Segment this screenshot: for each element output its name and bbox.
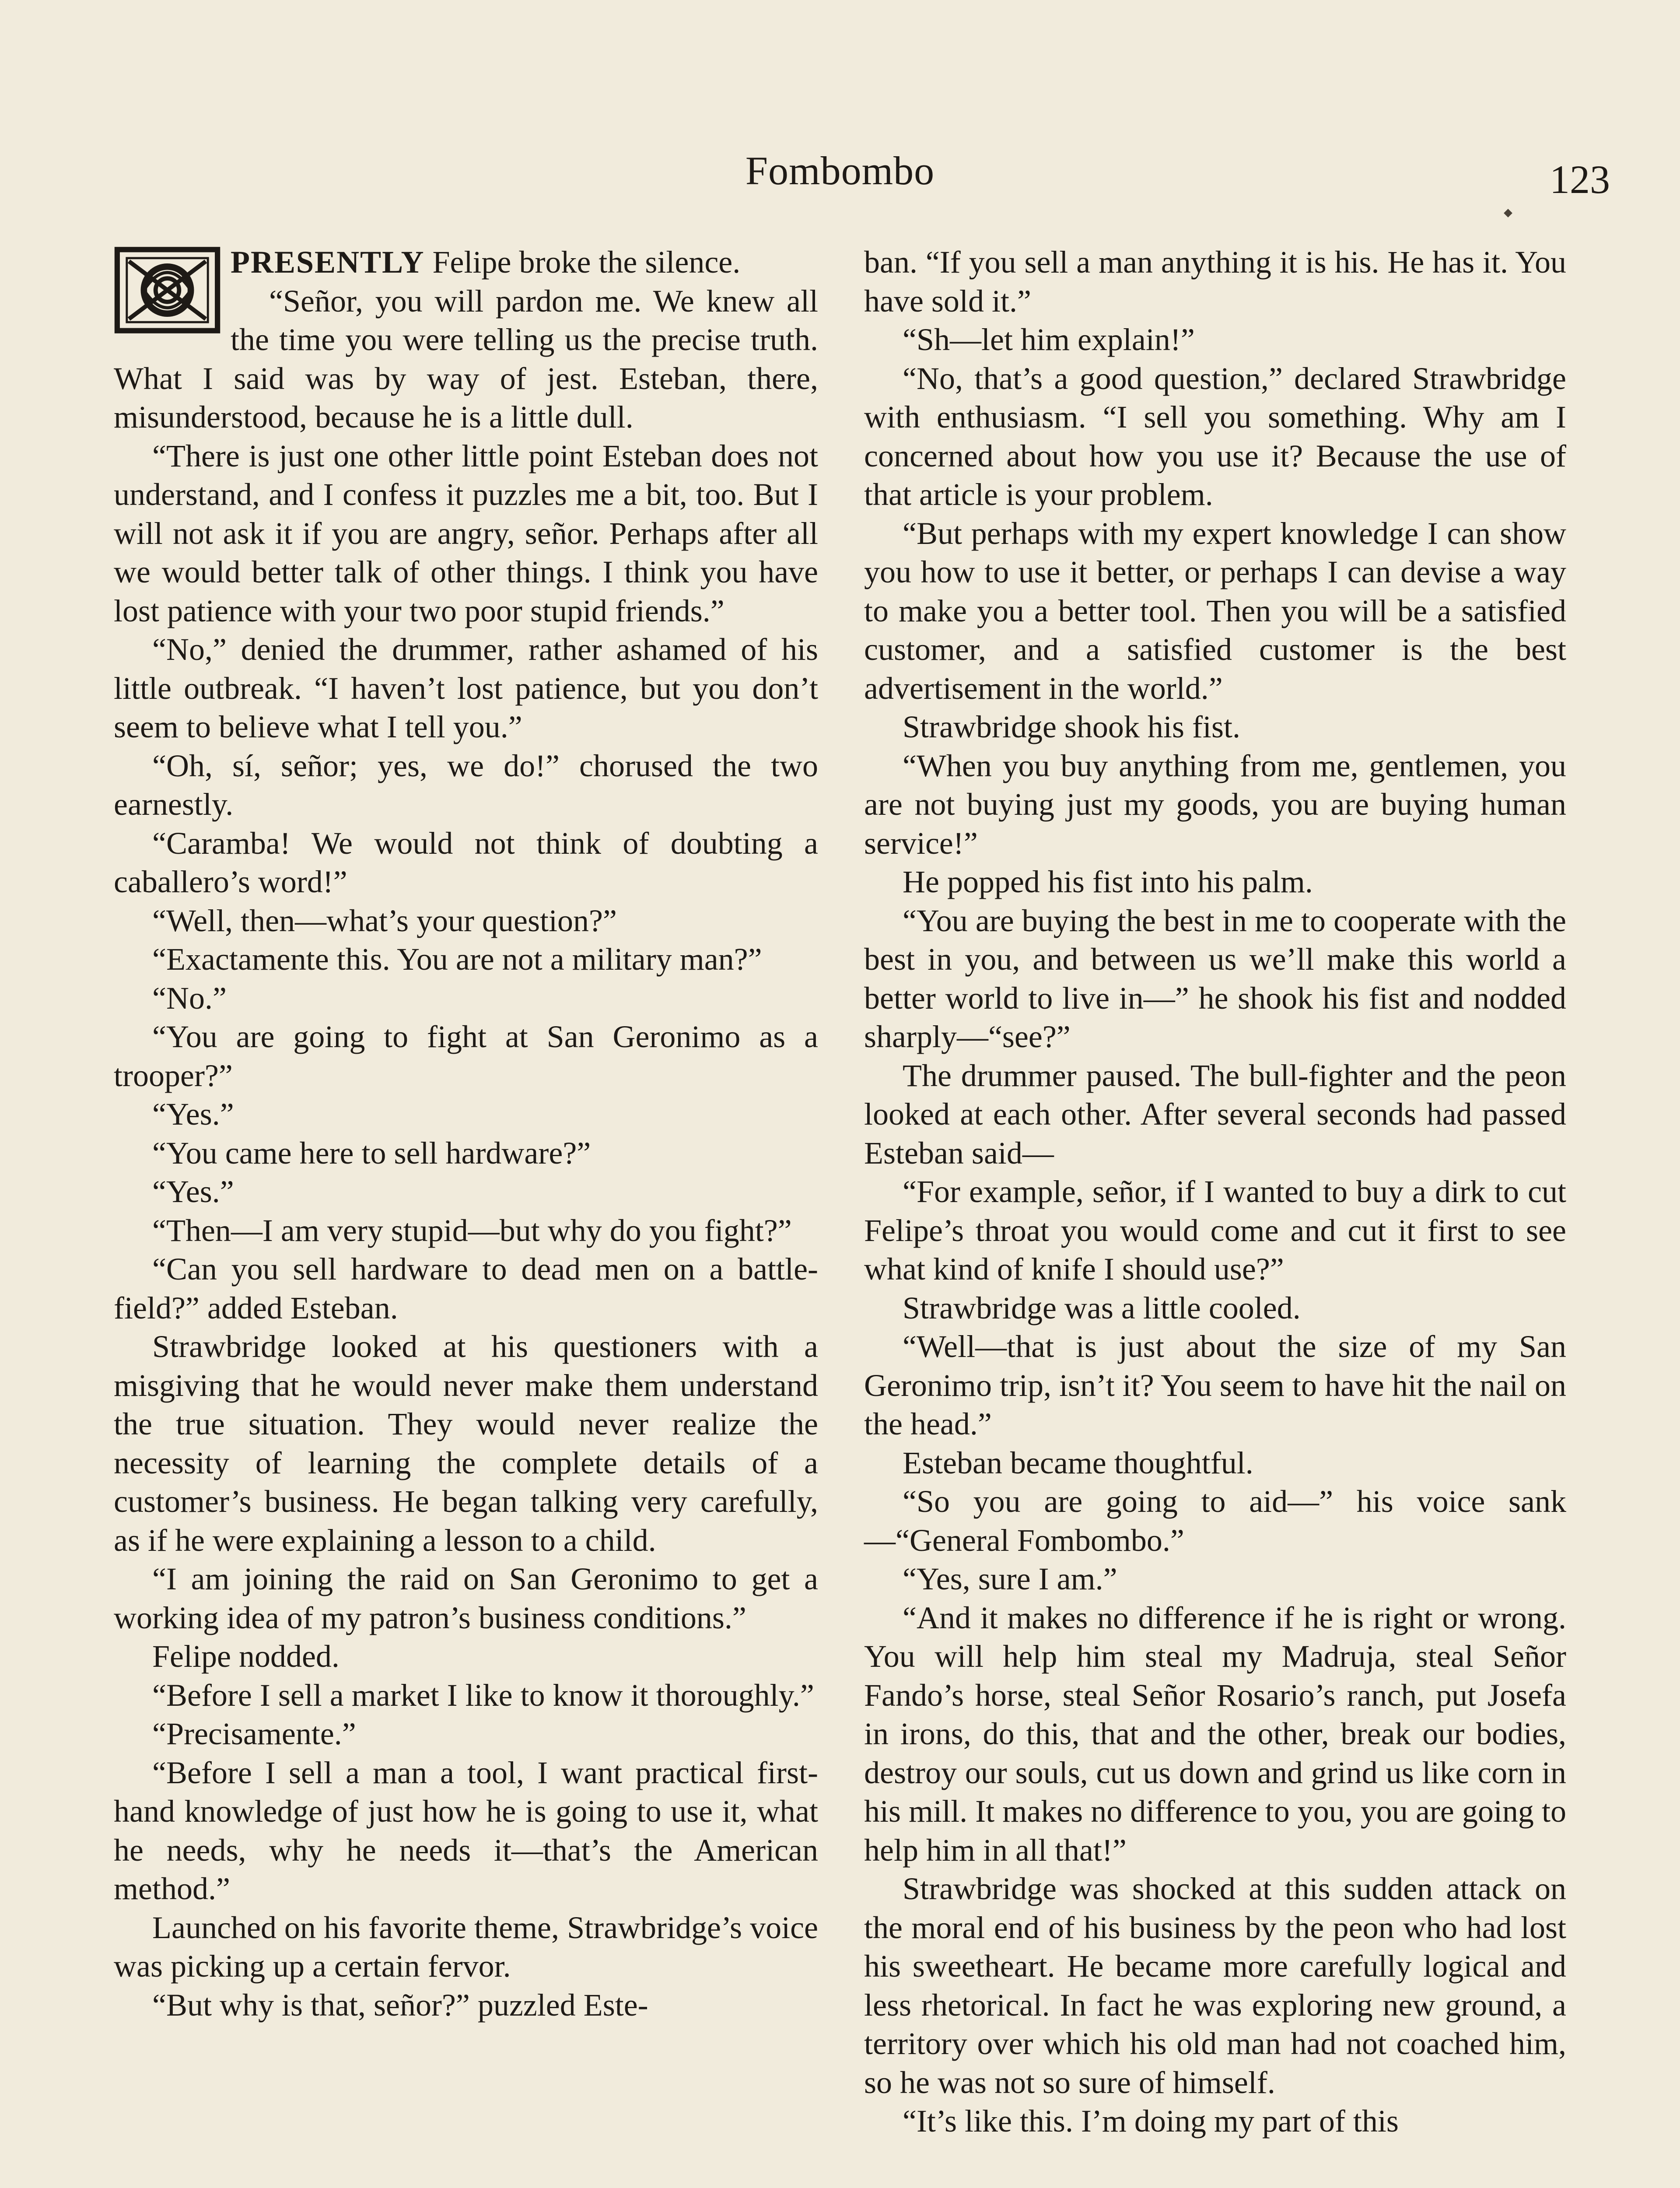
paragraph: “You are going to fight at San Geronimo as a trooper?” [114,1019,818,1093]
paragraph: The drummer paused. The bull-fighter and the peon looked at each other. After several seconds had passed Esteban said— [864,1058,1566,1171]
paragraph: “But why is that, señor?” puzzled Este- [152,1987,648,2023]
right-column [864,243,1566,2141]
running-title: Fombombo [745,148,935,193]
paragraph: Strawbridge looked at his questioners with a misgiving that he would never make them understand the true situation. They would never realize the necessity of learning the complete details of a customer’s business. He began talking very carefully, as if he were explaining a lesson to a child. [114,1329,818,1558]
paragraph: “For example, señor, if I wanted to buy a dirk to cut Felipe’s throat you would come and cut it first to see what kind of knife I should use?” [864,1174,1566,1287]
paragraph: “You are buying the best in me to cooperate with the best in you, and between us we’ll make this world a better world to live in—” he shook his fist and nodded sharply—“see?” [864,903,1566,1054]
opening-paragraph [114,243,818,282]
page-header [0,144,1680,202]
paragraph: “No, that’s a good question,” declared Strawbridge with enthusiasm. “I sell you something. Why am I concerned about how you use it? Because the use of that article is your problem. [864,361,1566,512]
paragraph: “Then—I am very stupid—but why do you fight?” [152,1213,792,1248]
celtic-knot-icon [114,246,221,334]
page-number: 123 [1550,157,1610,202]
paragraph: “So you are going to aid—” his voice sank—“General Fombombo.” [864,1484,1566,1558]
margin-mark [1504,209,1512,217]
paragraph: “No,” denied the drummer, rather ashamed of his little outbreak. “I haven’t lost patience, but you don’t seem to believe what I tell you.” [114,632,818,744]
paragraph: “Oh, sí, señor; yes, we do!” chorused the two earnestly. [114,748,818,822]
paragraph: “Exactamente this. You are not a military man?” [152,942,762,977]
lead-word: PRESENTLY [231,245,425,280]
paragraph: “Señor, you will pardon me. We knew all the time you were telling us the precise truth. What I said was by way of jest. Esteban, there, misunderstood, because he is a little dull. [114,283,818,435]
paragraph: Launched on his favorite theme, Strawbridge’s voice was picking up a certain fervor. [114,1910,818,1984]
paragraph: “I am joining the raid on San Geronimo to get a working idea of my patron’s business conditions.” [114,1561,818,1635]
paragraph: “There is just one other little point Esteban does not understand, and I confess it puzzles me a bit, too. But I will not ask it if you are angry, señor. Perhaps after all we would better talk of other things. I think you have lost patience with your two poor stupid friends.” [114,438,818,628]
paragraph: Strawbridge shook his fist. [903,709,1240,744]
paragraph: “But perhaps with my expert knowledge I can show you how to use it better, or perhaps I can devise a way to make you a better tool. Then you will be a satisfied customer, and a satisfied customer is the best advertisement in the world.” [864,515,1566,706]
paragraph: “When you buy anything from me, gentlemen, you are not buying just my goods, you are buying human service!” [864,748,1566,861]
paragraph: Strawbridge was a little cooled. [903,1290,1301,1325]
paragraph: “It’s like this. I’m doing my part of this [903,2104,1399,2139]
paragraph: Felipe nodded. [152,1639,340,1674]
paragraph: “Sh—let him explain!” [903,322,1195,357]
paragraph-continued: ban. “If you sell a man anything it is his. He has it. You have sold it.” [864,245,1566,319]
paragraph: “Well, then—what’s your question?” [152,903,617,938]
paragraph: “Yes.” [152,1174,234,1209]
paragraph: “Yes, sure I am.” [903,1561,1117,1596]
paragraph: “No.” [152,980,227,1016]
paragraph: “Before I sell a market I like to know it thoroughly.” [152,1677,814,1713]
paragraph: “Can you sell hardware to dead men on a battle-field?” added Esteban. [114,1252,818,1325]
paragraph: “Caramba! We would not think of doubting a caballero’s word!” [114,825,818,899]
paragraph: “Yes.” [152,1097,234,1132]
paragraph: “Well—that is just about the size of my San Geronimo trip, isn’t it? You seem to have hit the nail on the head.” [864,1329,1566,1441]
left-column [114,243,818,2024]
paragraph: He popped his fist into his palm. [903,864,1313,899]
paragraph: “Precisamente.” [152,1716,356,1751]
paragraph: “You came here to sell hardware?” [152,1135,591,1171]
paragraph: “And it makes no difference if he is right or wrong. You will help him steal my Madruja, steal Señor Fando’s horse, steal Señor Rosario’s ranch, put Josefa in irons, do this, that and the other, break our bodies, destroy our souls, cut us down and grind us like corn in his mill. It makes no difference to you, you are going to help him in all that!” [864,1600,1566,1868]
paragraph-text: Felipe broke the silence. [432,245,741,280]
paragraph: Strawbridge was shocked at this sudden attack on the moral end of his business by the peon who had lost his sweetheart. He became more carefully logical and less rhetorical. In fact he was exploring new ground, a territory over which his old man had not coached him, so he was not so sure of himself. [864,1871,1566,2100]
paragraph: Esteban became thoughtful. [903,1445,1253,1480]
paragraph: “Before I sell a man a tool, I want practical first-hand knowledge of just how he is going to use it, what he needs, why he needs it—that’s the American method.” [114,1755,818,1906]
